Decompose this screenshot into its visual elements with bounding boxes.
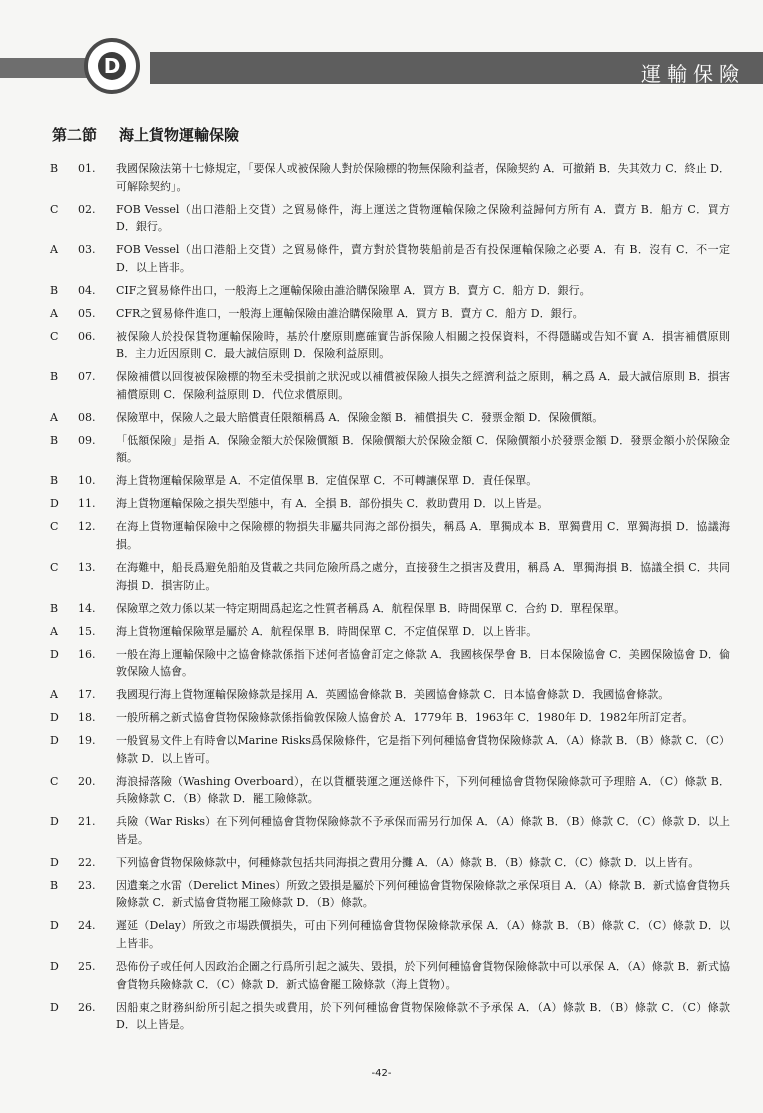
question-text: CIF之貿易條件出口，一般海上之運輸保險由誰洽購保險單 A．買方 B．賣方 C．船方 D．銀行。 [116,283,591,297]
answer-key: C [50,520,59,534]
header-band [0,46,763,88]
question-item [50,472,730,490]
answer-key: D [50,647,59,661]
question-item [50,732,730,767]
question-number: 03. [78,243,96,257]
question-item [50,368,730,403]
question-text: 保險單之效力係以某一特定期間爲起迄之性質者稱爲 A．航程保單 B．時間保單 C．合約 D．單程保單。 [116,601,626,615]
answer-key: D [50,1000,59,1014]
question-number: 10. [78,474,96,488]
answer-key: D [50,497,59,511]
question-item [50,773,730,808]
question-number: 21. [78,815,96,829]
section-title: 海上貨物運輸保險 [119,126,240,144]
question-text: 恐佈份子或任何人因政治企圖之行爲所引起之滅失、毀損，於下列何種協會貨物保險條款中可以承保 A．（A）條款 B．新式協會貨物兵險條款 C．（C）條款 D．新式協會罷工險條款（海上貨物）。 [116,959,730,991]
question-text: 兵險（War Risks）在下列何種協會貨物保險條款不予承保而需另行加保 A．（A）條款 B．（B）條款 C．（C）條款 D．以上皆是。 [116,815,730,846]
question-number: 22. [78,855,96,869]
question-item [50,917,730,952]
question-number: 26. [78,1000,96,1014]
answer-key: D [50,919,59,933]
header-bar-right [150,52,763,84]
answer-key: C [50,560,59,574]
question-number: 17. [78,688,96,702]
question-item [50,518,730,553]
question-item [50,305,730,323]
answer-key: D [50,855,59,869]
question-text: 下列協會貨物保險條款中，何種條款包括共同海損之費用分攤 A．（A）條款 B．（B）條款 C．（C）條款 D．以上皆有。 [116,855,700,869]
answer-key: B [50,283,59,297]
question-text: 海上貨物運輸保險之損失型態中，有 A．全損 B．部份損失 C．救助費用 D．以上皆是。 [116,497,549,511]
question-number: 13. [78,560,96,574]
question-text: 我國現行海上貨物運輸保險條款是採用 A．英國協會條款 B．美國協會條款 C．日本協會條款 D．我國協會條款。 [116,688,670,702]
section-heading [52,124,239,145]
question-text: 因船東之財務糾紛所引起之損失或費用，於下列何種協會貨物保險條款不予承保 A．（A）條款 B．（B）條款 C．（C）條款 D．以上皆是。 [116,1000,730,1032]
question-text: 保險補償以回復被保險標的物至未受損前之狀況或以補償被保險人損失之經濟利益之原則，稱之爲 A．最大誠信原則 B．損害補償原則 C．保險利益原則 D．代位求償原則。 [116,370,730,401]
answer-key: D [50,734,59,748]
page-number: -42- [371,1068,392,1079]
question-text: 我國保險法第十七條規定，「要保人或被保險人對於保險標的物無保險利益者，保險契約 A．可撤銷 B．失其效力 C．終止 D．可解除契約」。 [116,162,730,193]
answer-key: D [50,959,59,973]
answer-key: A [50,624,58,638]
question-number: 02. [78,202,96,216]
answer-key: B [50,433,59,447]
answer-key: A [50,410,58,424]
answer-key: A [50,306,58,320]
question-item [50,600,730,618]
question-number: 08. [78,410,96,424]
question-item [50,241,730,276]
question-text: 海上貨物運輸保險單是屬於 A．航程保單 B．時間保單 C．不定值保單 D．以上皆非。 [116,624,538,638]
question-number: 12. [78,520,96,534]
question-item [50,999,730,1034]
question-item [50,646,730,681]
answer-key: C [50,774,59,788]
question-text: 因遺棄之水雷（Derelict Mines）所致之毀損是屬於下列何種協會貨物保險條款之承保項目 A．（A）條款 B．新式協會貨物兵險條款 C．新式協會貨物罷工險條款 D．（B）條款。 [116,878,730,910]
question-number: 23. [78,878,96,892]
question-item [50,559,730,594]
question-number: 14. [78,601,96,615]
question-number: 16. [78,647,96,661]
question-text: 海浪掃落險（Washing Overboard），在以貨櫃裝運之運送條件下，下列何種協會貨物保險條款可予理賠 A．（C）條款 B．兵險條款 C．（B）條款 D．罷工險條款。 [116,774,730,806]
question-item [50,686,730,704]
answer-key: C [50,202,59,216]
question-number: 24. [78,919,96,933]
question-item [50,328,730,363]
question-text: FOB Vessel（出口港船上交貨）之貿易條件，賣方對於貨物裝船前是否有投保運輸保險之必要 A．有 B．沒有 C．不一定 D．以上皆非。 [116,243,730,274]
header-title: 運輸保險 [641,62,745,86]
question-text: 一般在海上運輸保險中之協會條款係指下述何者協會訂定之條款 A．我國核保學會 B．日本保險協會 C．美國保險協會 D．倫敦保險人協會。 [116,647,730,679]
question-number: 09. [78,433,96,447]
answer-key: A [50,243,58,257]
answer-key: B [50,601,59,615]
question-number: 20. [78,774,96,788]
question-text: 被保險人於投保貨物運輸保險時，基於什麼原則應確實告訴保險人相關之投保資料，不得隱瞞或告知不實 A．損害補償原則 B．主力近因原則 C．最大誠信原則 D．保險利益原則。 [116,329,730,361]
answer-key: C [50,329,59,343]
section-number: 第二節 [52,126,98,144]
question-text: CFR之貿易條件進口，一般海上運輸保險由誰洽購保險單 A．買方 B．賣方 C．船方 D．銀行。 [116,306,584,320]
question-item [50,958,730,993]
question-number: 01. [78,162,96,175]
answer-key: B [50,162,59,175]
answer-key: D [50,711,59,725]
question-item [50,282,730,300]
question-text: FOB Vessel（出口港船上交貨）之貿易條件，海上運送之貨物運輸保險之保險利益歸何方所有 A．賣方 B．船方 C．買方 D．銀行。 [116,202,730,234]
question-item [50,877,730,912]
question-text: 在海難中，船長爲避免船舶及貨載之共同危險所爲之處分，直接發生之損害及費用，稱爲 A．單獨海損 B．協議全損 C．共同海損 D．損害防止。 [116,560,730,592]
header-bar-left [0,58,90,78]
question-text: 保險單中，保險人之最大賠償責任限額稱爲 A．保險金額 B．補償損失 C．發票金額 D．保險價額。 [116,410,604,424]
question-item [50,854,730,872]
question-item [50,709,730,727]
answer-key: B [50,474,59,488]
question-item [50,160,730,195]
question-item [50,201,730,236]
question-item [50,813,730,848]
answer-key: D [50,815,59,829]
question-item [50,623,730,641]
question-text: 一般所稱之新式協會貨物保險條款係指倫敦保險人協會於 A．1779年 B．1963年 C．1980年 D．1982年所訂定者。 [116,711,694,725]
question-number: 11. [78,497,96,511]
question-number: 06. [78,329,96,343]
answer-key: A [50,688,58,702]
question-number: 15. [78,624,96,638]
question-item [50,409,730,427]
question-item [50,432,730,467]
answer-key: B [50,878,59,892]
question-number: 18. [78,711,96,725]
question-number: 19. [78,734,96,748]
publisher-logo-icon: D [84,38,140,94]
question-list [50,160,730,1039]
answer-key: B [50,370,59,384]
question-number: 04. [78,283,96,297]
question-text: 在海上貨物運輸保險中之保險標的物損失非屬共同海之部份損失，稱爲 A．單獨成本 B．單獨費用 C．單獨海損 D．協議海損。 [116,520,730,551]
question-text: 一般貿易文件上有時會以Marine Risks爲保險條件，它是指下列何種協會貨物保險條款 A．（A）條款 B．（B）條款 C．（C）條款 D．以上皆可。 [116,734,730,765]
question-item [50,495,730,513]
question-text: 「低額保險」是指 A．保險金額大於保險價額 B．保險價額大於保險金額 C．保險價額小於發票金額 D．發票金額小於保險金額。 [116,433,730,465]
question-number: 05. [78,306,96,320]
question-number: 25. [78,959,96,973]
question-text: 遲延（Delay）所致之市場跌價損失，可由下列何種協會貨物保險條款承保 A．（A）條款 B．（B）條款 C．（C）條款 D．以上皆非。 [116,919,730,950]
question-number: 07. [78,370,96,384]
question-text: 海上貨物運輸保險單是 A．不定值保單 B．定值保單 C．不可轉讓保單 D．責任保單。 [116,474,538,488]
